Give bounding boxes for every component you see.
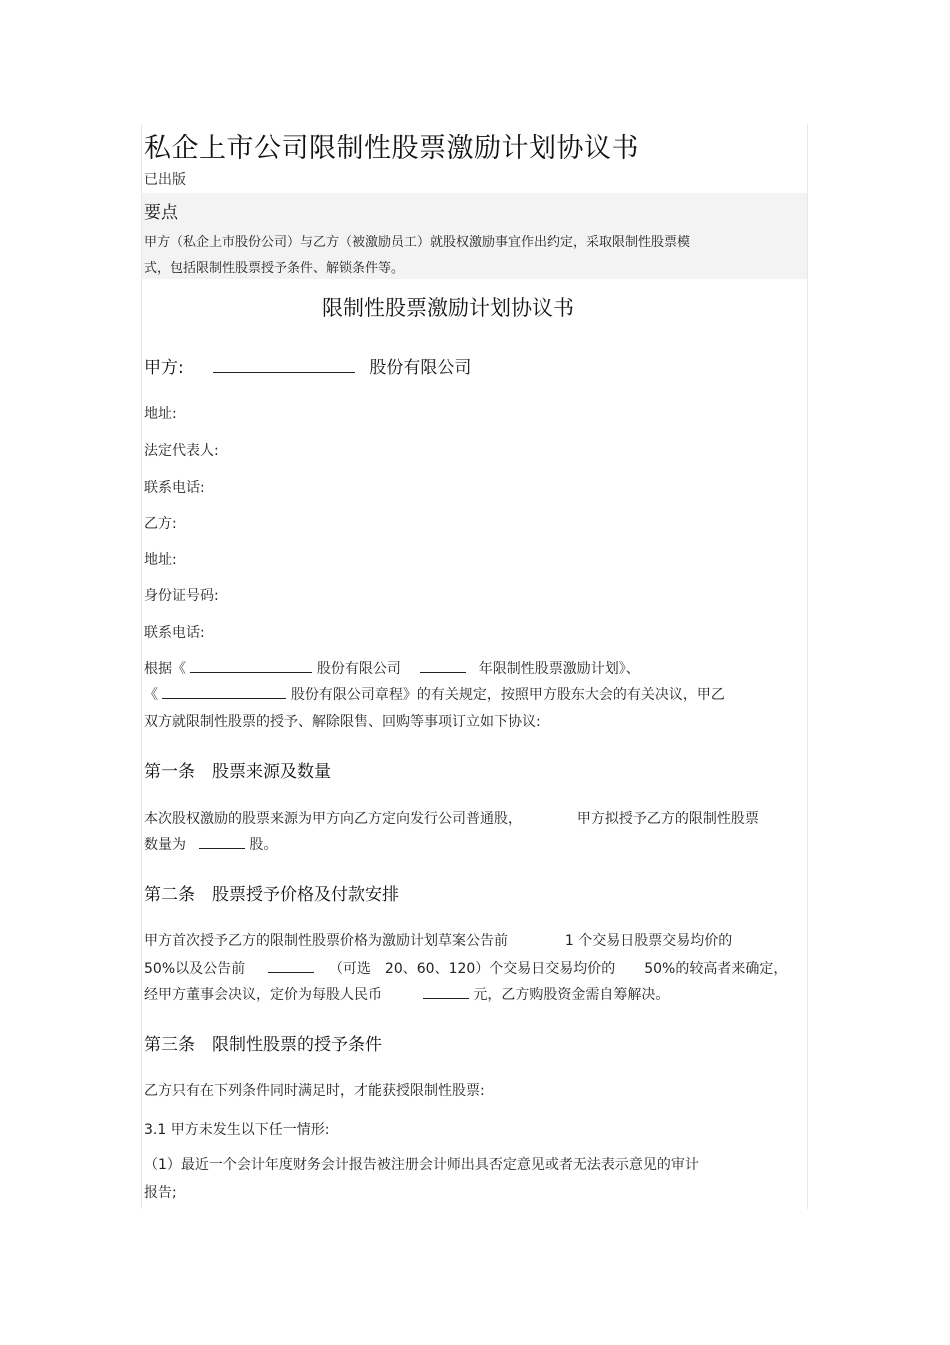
summary-line-1: 甲方（私企上市股份公司）与乙方（被激励员工）就股权激励事宜作出约定，采取限制性股票模 <box>144 235 691 250</box>
article-2-line-3 <box>144 984 669 1004</box>
article-1-line-1 <box>144 808 759 828</box>
summary-line-2: 式，包括限制性股票授予条件、解锁条件等。 <box>144 261 405 276</box>
intro-l1-b: 股份有限公司 <box>316 661 401 677</box>
intro-bylaws-blank[interactable] <box>162 684 286 699</box>
party-a-name-blank[interactable] <box>213 358 355 373</box>
document-title: 限制性股票激励计划协议书 <box>322 296 574 320</box>
article-2-l2-c: 50%的较高者来确定， <box>644 961 788 977</box>
party-a-phone: 联系电话: <box>144 480 205 496</box>
party-a-address: 地址: <box>144 406 177 422</box>
intro-line-2 <box>144 684 725 704</box>
price-per-share-blank[interactable] <box>423 984 469 999</box>
intro-l2-a: 《 <box>144 687 158 703</box>
intro-year-blank[interactable] <box>420 658 466 673</box>
article-1-l2-a: 数量为 <box>144 837 186 853</box>
article-1-l2-b: 股。 <box>249 837 278 853</box>
intro-l1-a: 根据《 <box>144 661 186 677</box>
party-a-label: 甲方: <box>144 358 184 378</box>
article-2-l2-a: 50%以及公告前 <box>144 961 246 977</box>
article-3-line-3: （1）最近一个会计年度财务会计报告被注册会计师出具否定意见或者无法表示意见的审计 <box>144 1157 699 1173</box>
summary-heading: 要点 <box>144 203 178 223</box>
intro-line-3: 双方就限制性股票的授予、解除限售、回购等事项订立如下协议: <box>144 714 541 730</box>
party-a-suffix: 股份有限公司 <box>369 358 472 378</box>
article-1-line-2 <box>144 834 277 854</box>
intro-company-blank[interactable] <box>190 658 312 673</box>
article-1-l1-a: 本次股权激励的股票来源为甲方向乙方定向发行公司普通股， <box>144 811 522 827</box>
article-3-line-1: 乙方只有在下列条件同时满足时，才能获授限制性股票: <box>144 1083 485 1099</box>
article-2-l2-b: （可选 20、60、120）个交易日交易均价的 <box>328 961 616 977</box>
article-3-line-4: 报告; <box>144 1185 177 1201</box>
party-a-line <box>144 353 471 378</box>
status-label: 已出版 <box>144 172 186 188</box>
share-quantity-blank[interactable] <box>199 834 245 849</box>
article-2-l1-a: 甲方首次授予乙方的限制性股票价格为激励计划草案公告前 <box>144 933 508 949</box>
article-2-l3-b: 元，乙方购股资金需自筹解决。 <box>473 987 670 1003</box>
party-b-phone: 联系电话: <box>144 625 205 641</box>
article-2-heading: 第二条 股票授予价格及付款安排 <box>144 885 399 905</box>
intro-l2-b: 股份有限公司章程》的有关规定，按照甲方股东大会的有关决议，甲乙 <box>290 687 725 703</box>
article-2-l1-b: 1 个交易日股票交易均价的 <box>564 933 733 949</box>
party-b-label: 乙方: <box>144 516 177 532</box>
intro-line-1 <box>144 658 640 678</box>
party-b-address: 地址: <box>144 552 177 568</box>
trading-days-blank[interactable] <box>268 958 314 973</box>
article-1-heading: 第一条 股票来源及数量 <box>144 762 331 782</box>
article-3-heading: 第三条 限制性股票的授予条件 <box>144 1035 382 1055</box>
page-title: 私企上市公司限制性股票激励计划协议书 <box>144 133 639 164</box>
article-2-line-2 <box>144 958 787 978</box>
article-1-l1-b: 甲方拟授予乙方的限制性股票 <box>576 811 759 827</box>
party-a-representative: 法定代表人: <box>144 443 219 459</box>
summary-box <box>142 193 807 279</box>
article-2-line-1 <box>144 930 732 950</box>
article-3-line-2: 3.1 甲方未发生以下任一情形: <box>144 1122 330 1138</box>
document-page <box>141 124 808 1209</box>
intro-l1-c: 年限制性股票激励计划》、 <box>478 661 640 677</box>
party-b-id-number: 身份证号码: <box>144 588 219 604</box>
article-2-l3-a: 经甲方董事会决议，定价为每股人民币 <box>144 987 382 1003</box>
